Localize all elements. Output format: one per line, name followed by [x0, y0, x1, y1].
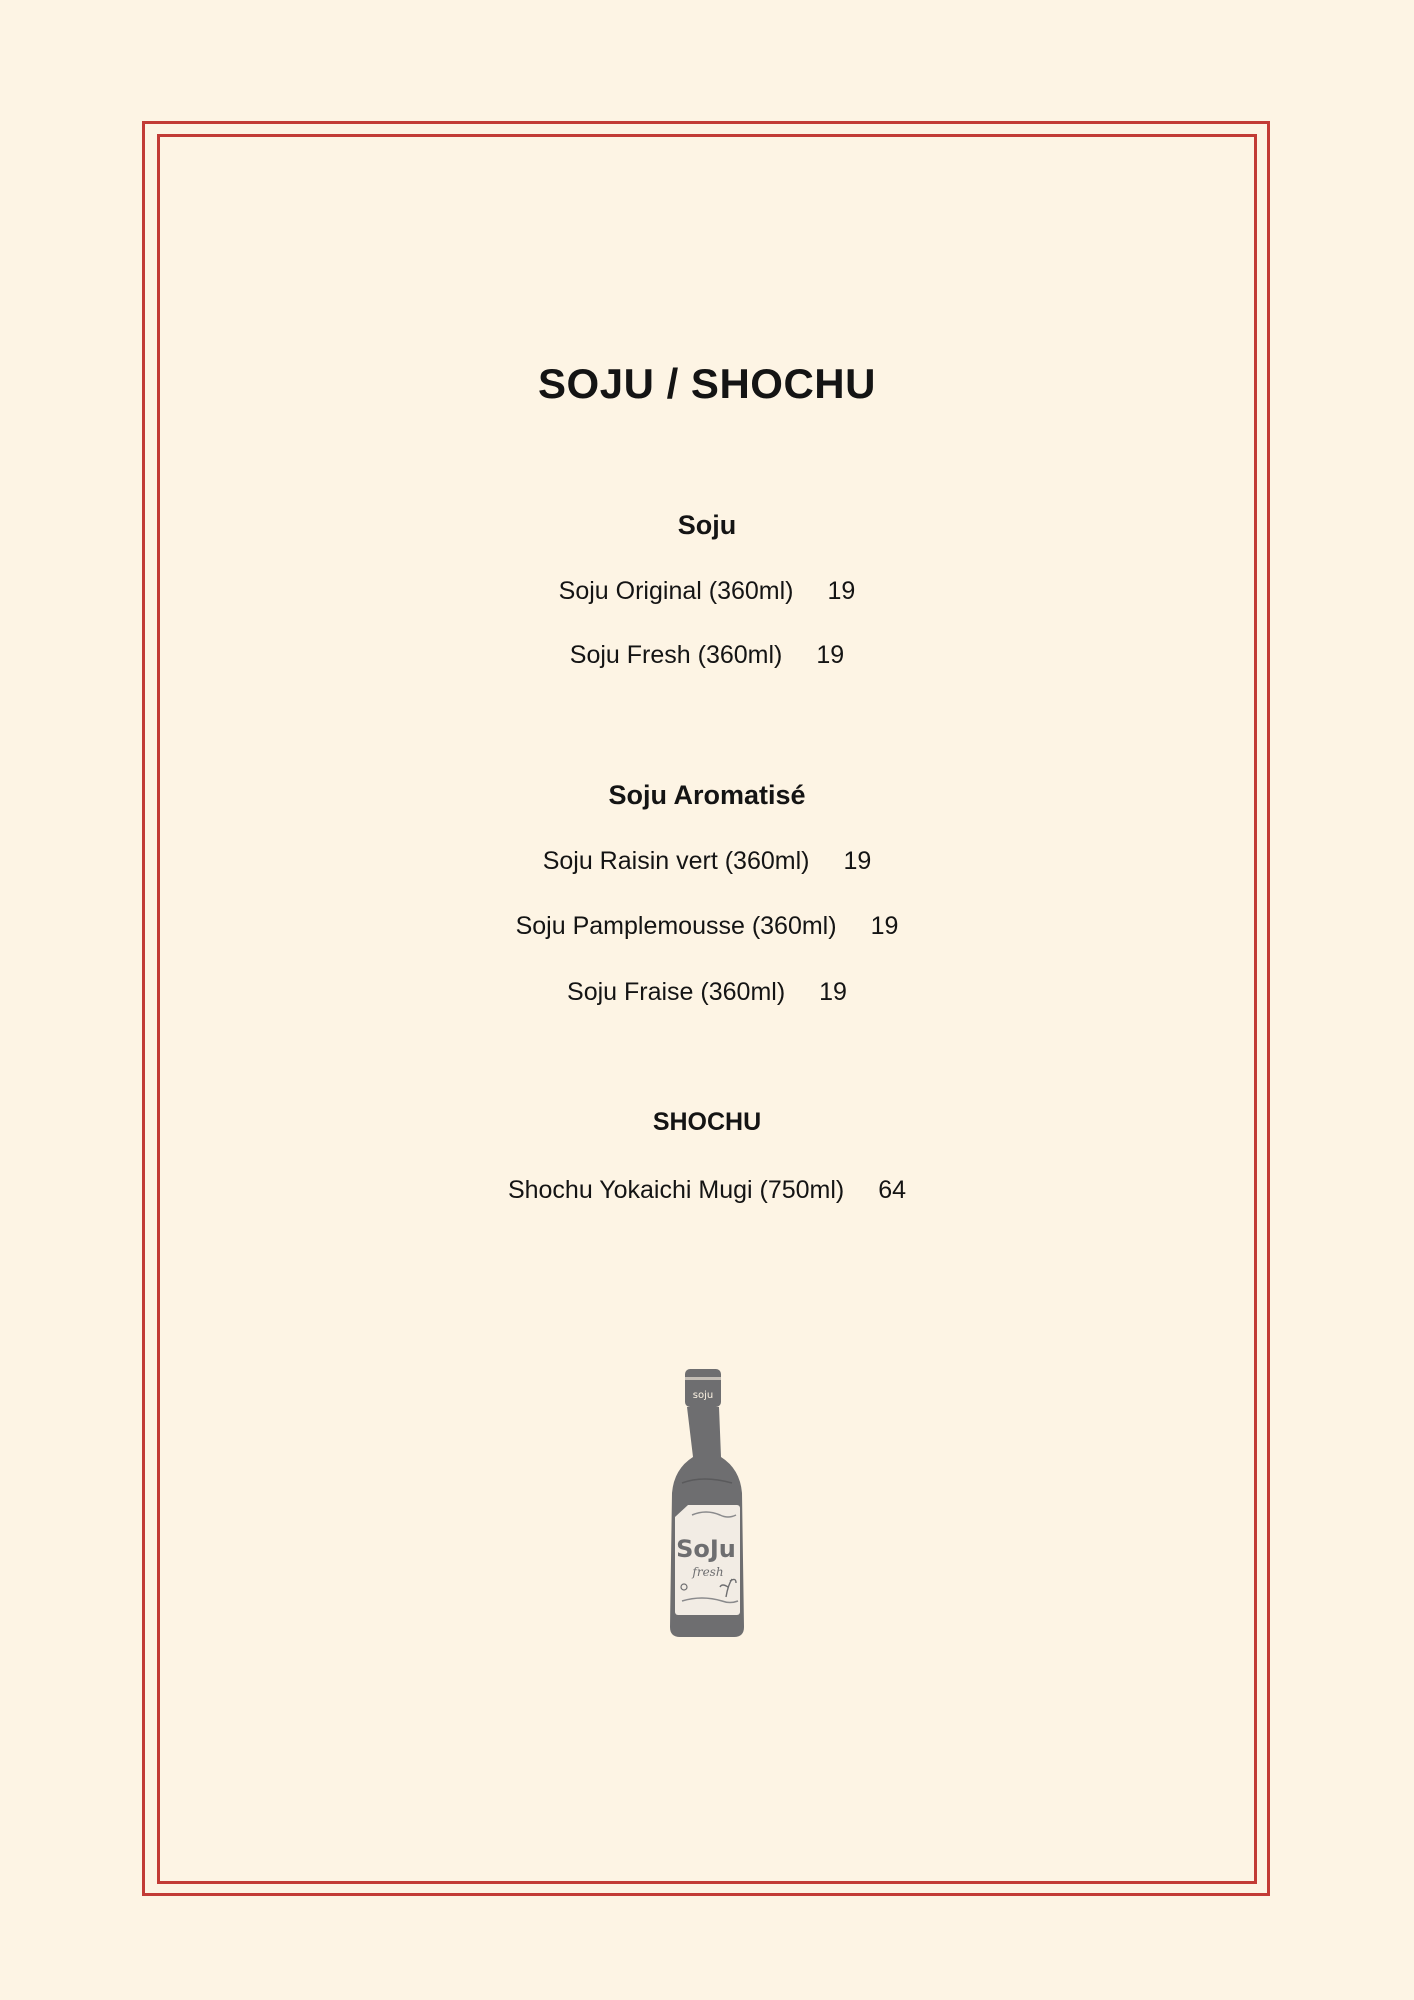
menu-item-price: 19 — [843, 847, 872, 875]
menu-item-price: 19 — [819, 978, 847, 1006]
menu-item-name: Soju Original (360ml) — [558, 577, 794, 605]
page-title: SOJU / SHOCHU — [538, 360, 876, 407]
label-fresh: fresh — [692, 1565, 724, 1579]
soju-bottle-icon — [662, 1365, 752, 1640]
section-title-shochu: SHOCHU — [652, 1108, 762, 1136]
menu-item-price: 19 — [816, 641, 845, 669]
menu-item — [157, 912, 1257, 941]
menu-item-name: Soju Pamplemousse (360ml) — [515, 912, 837, 940]
menu-item — [157, 577, 1257, 606]
section-title-soju: Soju — [677, 510, 737, 540]
menu-item-name: Soju Raisin vert (360ml) — [542, 847, 810, 875]
cap-ring — [685, 1377, 721, 1380]
cap-label: soju — [692, 1390, 714, 1401]
menu-item-price: 19 — [827, 577, 856, 605]
menu-item-name: Soju Fresh (360ml) — [569, 641, 783, 669]
menu-item — [157, 641, 1257, 670]
section-title-soju-aromatise: Soju Aromatisé — [608, 780, 806, 810]
menu-item-price: 19 — [870, 912, 899, 940]
label-brand: SoJu — [676, 1535, 736, 1563]
menu-item-price: 64 — [878, 1176, 907, 1204]
menu-item-name: Shochu Yokaichi Mugi (750ml) — [507, 1176, 845, 1204]
menu-item — [157, 1176, 1257, 1205]
menu-item-name: Soju Fraise (360ml) — [567, 978, 786, 1006]
menu-item — [157, 847, 1257, 876]
bottle-cap — [685, 1369, 721, 1407]
menu-item — [157, 978, 1257, 1007]
